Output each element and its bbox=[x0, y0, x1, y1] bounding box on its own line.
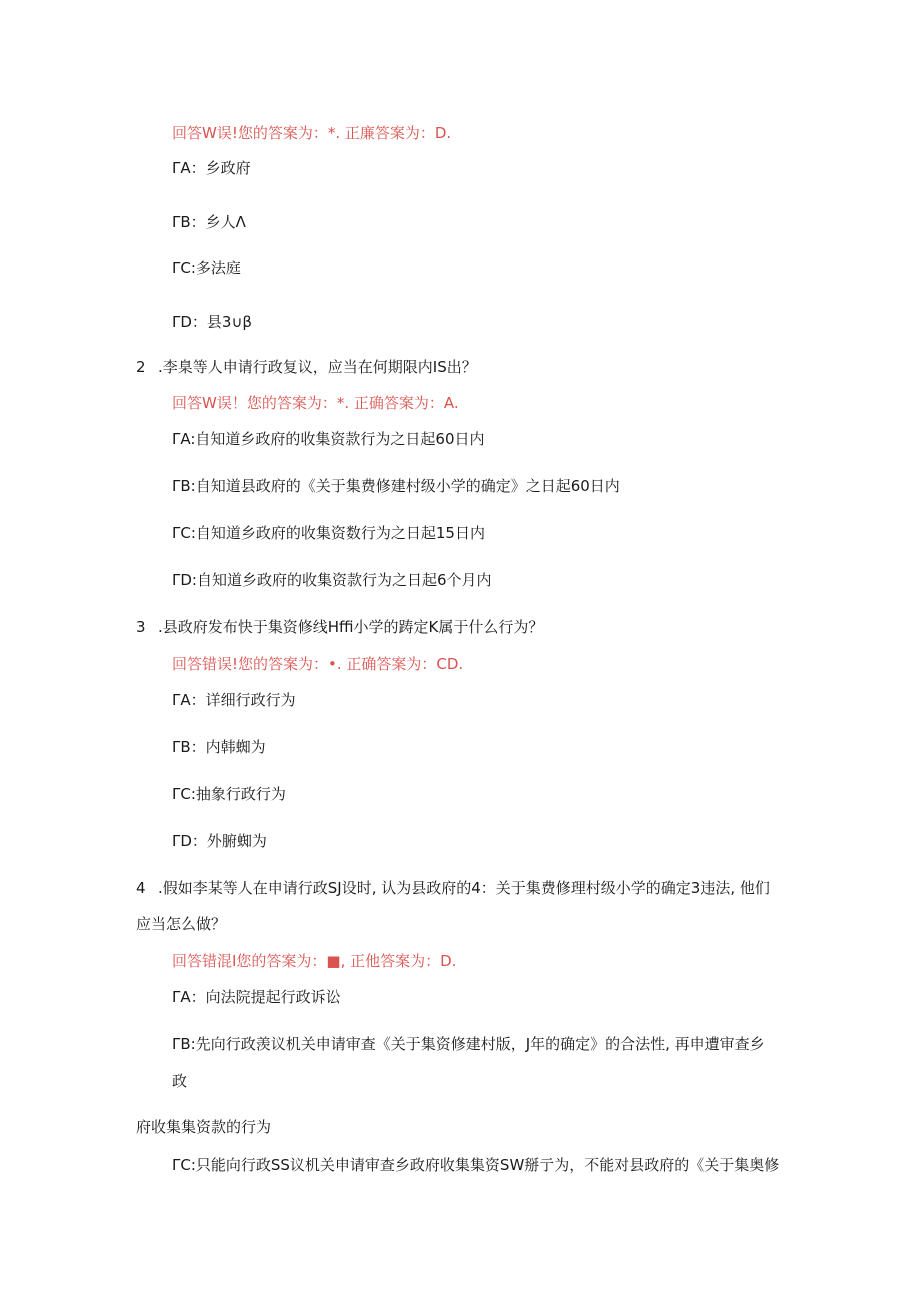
q2-feedback: 回答W误！您的答案为：*. 正确答案为：A. bbox=[172, 394, 459, 412]
q2-option-c[interactable]: ΓC:自知道乡政府的收集资数行为之日起15日内 bbox=[172, 524, 485, 542]
q3-number: 3 bbox=[136, 618, 146, 636]
q2-option-a[interactable]: ΓA:自知道乡政府的收集资款行为之日起60日内 bbox=[172, 430, 485, 448]
q4-text-line1: .假如李某等人在申请行政SJ设时, 认为县政府的4：关于集费修理村级小学的确定3违法, 他们 bbox=[158, 879, 770, 897]
q3-question bbox=[136, 617, 543, 637]
q4-option-b-line1[interactable]: ΓB:先向行政羡议机关申请审查《关于集资修建村版，J年的确定》的合法性, 再申遭审查乡 bbox=[172, 1035, 765, 1053]
q1-option-b[interactable]: ΓB：乡人Λ bbox=[172, 213, 246, 231]
q3-option-d[interactable]: ΓD：外腑蜘为 bbox=[172, 832, 267, 850]
q2-option-d[interactable]: ΓD:自知道乡政府的收集资款行为之日起6个月内 bbox=[172, 571, 492, 589]
q1-option-c[interactable]: ΓC:多法庭 bbox=[172, 259, 241, 277]
q4-option-c-line1[interactable]: ΓC:只能向行政SS议机关申请审查乡政府收集集资SW掰亍为，不能对县政府的《关于集奥修 bbox=[172, 1156, 780, 1174]
q2-option-b[interactable]: ΓB:自知道县政府的《关于集费修建村级小学的确定》之日起60日内 bbox=[172, 477, 620, 495]
q3-option-a[interactable]: ΓA：详细行政行为 bbox=[172, 691, 296, 709]
q3-option-c[interactable]: ΓC:抽象行政行为 bbox=[172, 785, 286, 803]
q1-option-a[interactable]: ΓA：乡政府 bbox=[172, 159, 251, 177]
q4-option-a[interactable]: ΓA：向法院提起行政诉讼 bbox=[172, 988, 341, 1006]
q1-feedback: 回答W误!您的答案为：*. 正廉答案为：D. bbox=[172, 124, 452, 142]
q3-text: .县政府发布快于集资修线Hffi小学的踌定K属于什么行为？ bbox=[158, 618, 544, 636]
q2-question bbox=[136, 357, 477, 377]
q4-text-line2: 应当怎么做？ bbox=[136, 915, 227, 933]
q4-option-b-line2: 政 bbox=[172, 1072, 188, 1090]
q3-option-b[interactable]: ΓB：内韩蜘为 bbox=[172, 738, 266, 756]
q4-feedback: 回答错混I您的答案为：■, 正他答案为：D. bbox=[172, 952, 457, 970]
q1-option-d[interactable]: ΓD：县3∪β bbox=[172, 313, 253, 331]
q3-feedback: 回答错误!您的答案为：•. 正确答案为：CD. bbox=[172, 655, 464, 673]
q4-option-b-line3: 府收集集资款的行为 bbox=[136, 1118, 272, 1136]
q4-number: 4 bbox=[136, 879, 146, 897]
q2-number: 2 bbox=[136, 358, 146, 376]
q4-question bbox=[136, 878, 770, 898]
q2-text: .李臬等人申请行政复议，应当在何期限内IS出？ bbox=[158, 358, 477, 376]
